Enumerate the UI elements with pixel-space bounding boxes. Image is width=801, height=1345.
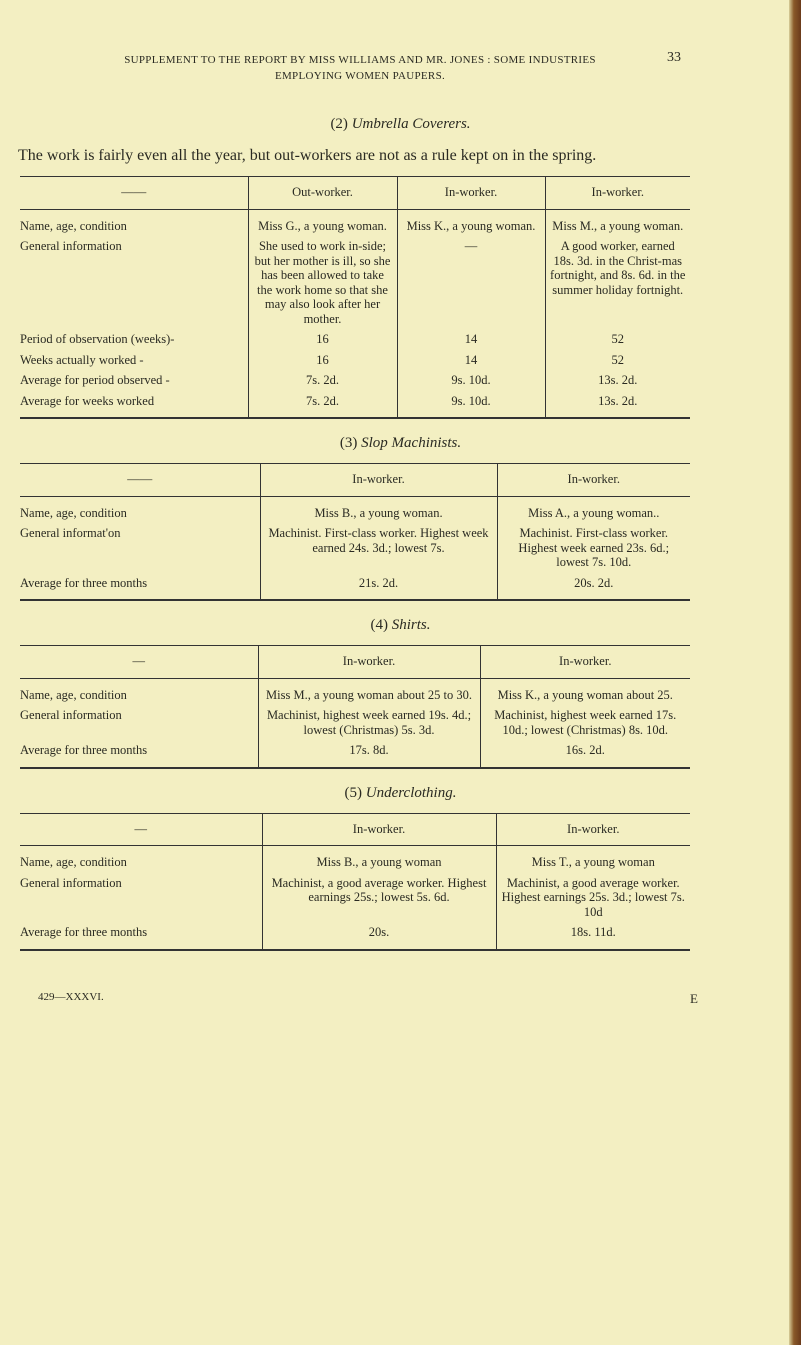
column-header: Out-worker. (248, 177, 397, 210)
cell-value: Miss A., a young woman.. (497, 496, 690, 524)
table-row (20, 237, 690, 330)
table-row (20, 330, 690, 351)
table-row (20, 874, 690, 924)
row-label (20, 741, 258, 768)
column-header: In-worker. (397, 177, 545, 210)
cell-value: She used to work in-side; but her mother is ill, so she has been allowed to take the work home so that she may also look after her mother. (248, 237, 397, 330)
cell-value: Machinist, a good average worker. Highest earnings 25s. 3d.; lowest 7s. 10d (496, 874, 690, 924)
cell-value: 14 (397, 351, 545, 372)
table-row (20, 741, 690, 768)
cell-value: 20s. 2d. (497, 574, 690, 601)
row-label (20, 574, 260, 601)
section-number: (2) (330, 116, 348, 132)
table-row (20, 392, 690, 419)
row-label-text: Average for three months (20, 925, 148, 939)
row-label (20, 330, 248, 351)
table-row (20, 524, 690, 574)
row-label-text: Average for weeks worked (20, 393, 155, 408)
data-table (20, 813, 690, 951)
column-header: In-worker. (497, 464, 690, 497)
column-header: — (20, 646, 258, 679)
table-row (20, 846, 690, 874)
cell-value: 21s. 2d. (260, 574, 497, 601)
section-name: Shirts. (391, 617, 431, 633)
page-number: 33 (667, 50, 681, 65)
row-label (20, 874, 262, 924)
cell-value: 17s. 8d. (258, 741, 480, 768)
row-label (20, 351, 248, 372)
row-label (20, 496, 260, 524)
row-label-text: Name, age, condition (20, 687, 127, 702)
table-row (20, 496, 690, 524)
column-header: — (20, 813, 262, 846)
cell-value: 20s. (262, 923, 496, 950)
row-label (20, 678, 258, 706)
section-number: (3) (339, 435, 358, 451)
column-header: In-worker. (480, 646, 690, 679)
row-label (20, 846, 262, 874)
cell-value: 16 (248, 330, 397, 351)
row-label-text: Name, age, condition (20, 218, 127, 233)
row-label (20, 524, 260, 574)
row-label (20, 237, 248, 330)
cell-value: Miss M., a young woman about 25 to 30. (258, 678, 480, 706)
section-name: Umbrella Coverers. (351, 116, 471, 132)
row-label-text: Average for period observed - (20, 373, 170, 387)
column-header: In-worker. (262, 813, 496, 846)
section-number: (4) (370, 617, 388, 633)
cell-value: 18s. 11d. (496, 923, 690, 950)
cell-value: Miss B., a young woman (262, 846, 496, 874)
row-label-text: Period of observation (weeks)- (20, 332, 175, 346)
column-header: In-worker. (496, 813, 690, 846)
section-title (0, 433, 801, 453)
section-name: Slop Machinists. (361, 435, 462, 451)
row-label-text: General information (20, 708, 122, 722)
cell-value: Miss G., a young woman. (248, 209, 397, 237)
column-header: In-worker. (260, 464, 497, 497)
row-label-text: Average for three months (20, 743, 148, 757)
cell-value: Machinist, highest week earned 19s. 4d.; lowest (Christmas) 5s. 3d. (258, 706, 480, 741)
section-title (0, 783, 801, 803)
row-label (20, 371, 248, 392)
section-title (0, 615, 801, 635)
cell-value: 16 (248, 351, 397, 372)
cell-value: Miss T., a young woman (496, 846, 690, 874)
row-label-text: General informat'on (20, 526, 121, 540)
column-header: —— (20, 464, 260, 497)
row-label (20, 923, 262, 950)
cell-value: A good worker, earned 18s. 3d. in the Christ-mas fortnight, and 8s. 6d. in the summer holiday fortnight. (545, 237, 690, 330)
table-row (20, 923, 690, 950)
cell-value: 52 (545, 351, 690, 372)
running-title-line-2: EMPLOYING WOMEN PAUPERS. (274, 70, 446, 82)
cell-value: Machinist. First-class worker. Highest week earned 23s. 6d.; lowest 7s. 10d. (497, 524, 690, 574)
row-label-text: Weeks actually worked - (20, 352, 144, 367)
row-label (20, 209, 248, 237)
cell-value: Machinist. First-class worker. Highest week earned 24s. 3d.; lowest 7s. (260, 524, 497, 574)
column-header: In-worker. (545, 177, 690, 210)
data-table (20, 463, 690, 601)
cell-value: 52 (545, 330, 690, 351)
table-row (20, 678, 690, 706)
table-row (20, 371, 690, 392)
cell-value: 9s. 10d. (397, 392, 545, 419)
cell-value: 16s. 2d. (480, 741, 690, 768)
cell-value: Miss K., a young woman. (397, 209, 545, 237)
section-title (0, 114, 801, 134)
row-label (20, 392, 248, 419)
cell-value: 13s. 2d. (545, 392, 690, 419)
cell-value: 9s. 10d. (397, 371, 545, 392)
column-header: —— (20, 177, 248, 210)
table-row (20, 209, 690, 237)
row-label-text: Name, age, condition (20, 505, 127, 520)
column-header: In-worker. (258, 646, 480, 679)
row-label-text: Average for three months (20, 575, 148, 590)
footer (0, 991, 801, 1011)
row-label-text: General information (20, 239, 122, 253)
section-name: Underclothing. (365, 784, 457, 801)
row-label-text: General information (20, 875, 122, 890)
row-label-text: Name, age, condition (20, 855, 127, 869)
cell-value: — (397, 237, 545, 330)
cell-value: Machinist, a good average worker. Highest earnings 25s.; lowest 5s. 6d. (262, 874, 496, 924)
row-label (20, 706, 258, 741)
cell-value: 7s. 2d. (248, 392, 397, 419)
cell-value: Miss M., a young woman. (545, 209, 690, 237)
table-row (20, 351, 690, 372)
footer-letter: E (690, 990, 698, 1006)
cell-value: 14 (397, 330, 545, 351)
cell-value: 13s. 2d. (545, 371, 690, 392)
section-number: (5) (344, 784, 363, 801)
running-title-line-1: SUPPLEMENT TO THE REPORT BY MISS WILLIAMS AND MR. JONES : SOME INDUSTRIES (124, 54, 596, 66)
cell-value: Machinist, highest week earned 17s. 10d.; lowest (Christmas) 8s. 10d. (480, 706, 690, 741)
cell-value: 7s. 2d. (248, 371, 397, 392)
page-body (0, 100, 801, 1011)
table-row (20, 574, 690, 601)
footer-signature: 429—XXXVI. (38, 990, 104, 1003)
running-header (70, 52, 650, 84)
data-table (20, 176, 690, 419)
table-row (20, 706, 690, 741)
cell-value: Miss B., a young woman. (260, 496, 497, 524)
cell-value: Miss K., a young woman about 25. (480, 678, 690, 706)
intro-paragraph: The work is fairly even all the year, but out-workers are not as a rule kept on in the spring. (18, 147, 597, 164)
data-table (20, 645, 690, 769)
